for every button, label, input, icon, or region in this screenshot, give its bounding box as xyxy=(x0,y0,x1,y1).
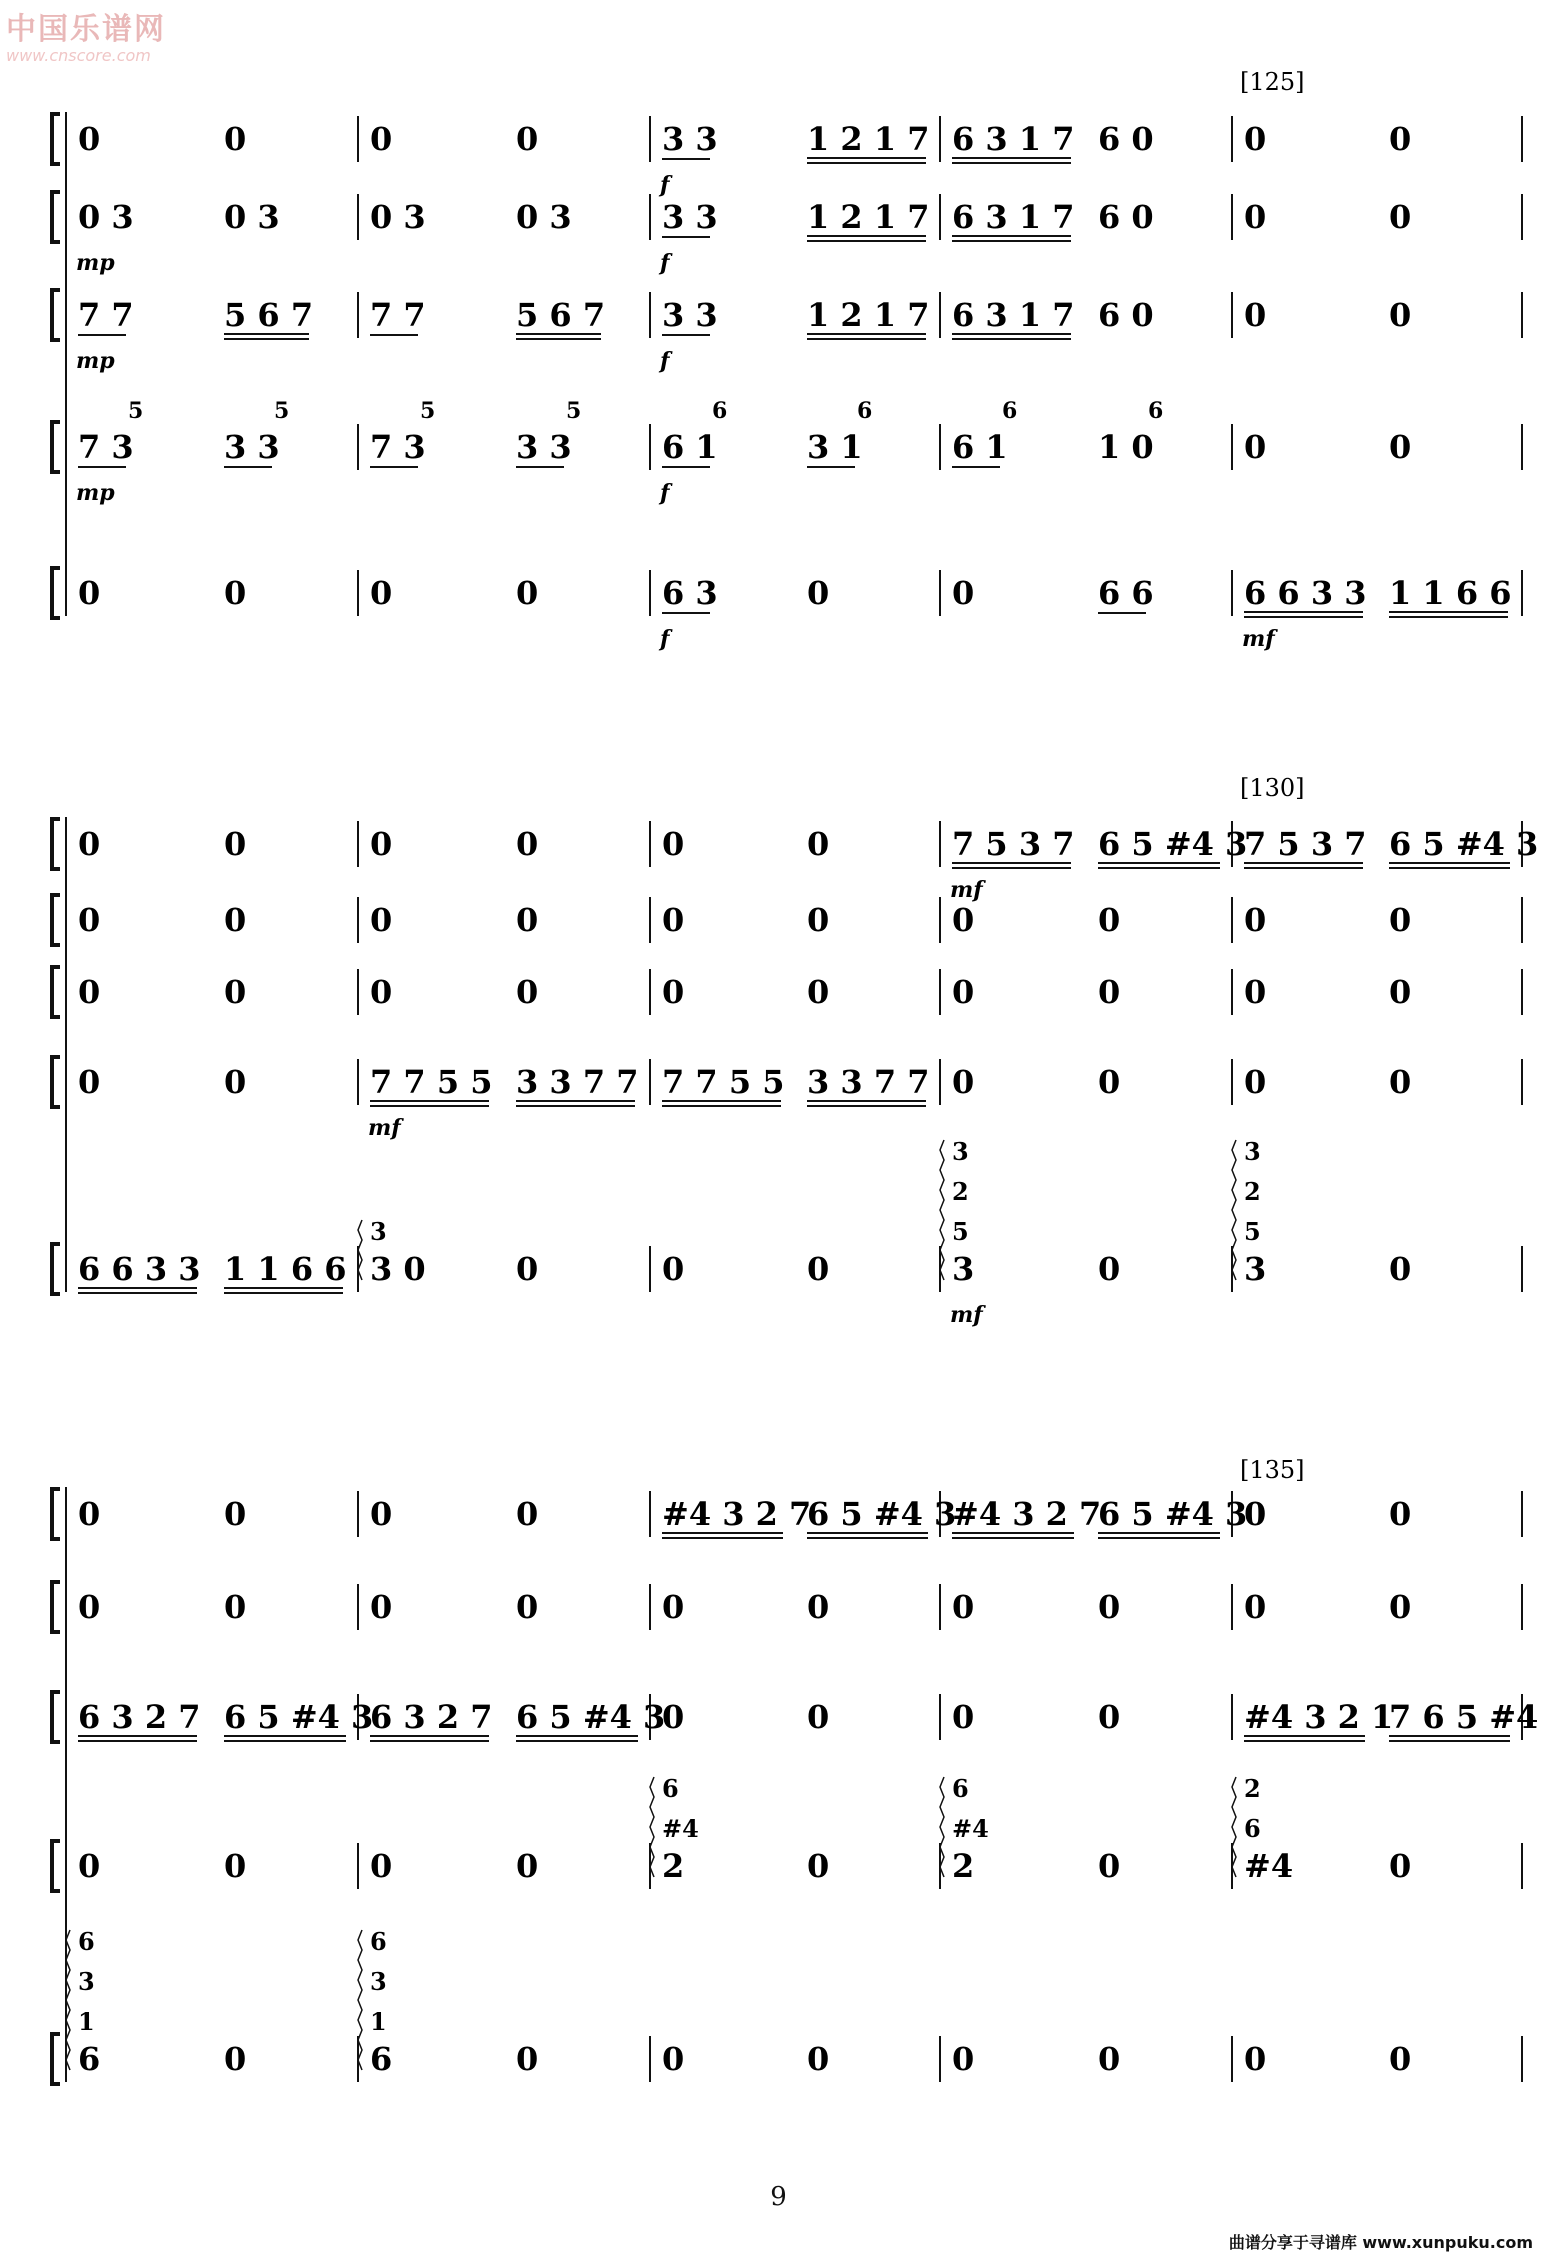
note-group: 0 3 xyxy=(224,198,280,236)
note-group: 7 6 5 #4 xyxy=(1389,1698,1539,1736)
note-group: 0 xyxy=(1098,1063,1121,1101)
note-group: 6 1 xyxy=(662,428,718,466)
note-group: 7 3 xyxy=(370,428,426,466)
staff-bracket xyxy=(52,422,60,472)
note-group: 0 xyxy=(662,1250,685,1288)
dynamic-mark: mf xyxy=(368,1115,401,1141)
note-group: 0 xyxy=(516,1250,539,1288)
note-group: 6 5 #4 3 xyxy=(1389,825,1539,863)
note-group: 5 6 7 xyxy=(224,296,314,334)
staff-bracket xyxy=(52,1057,60,1107)
staff-bracket xyxy=(52,290,60,340)
chord-note: 6 xyxy=(78,1927,95,1956)
watermark-url: www.cnscore.com xyxy=(6,46,151,65)
note-group: 1 0 xyxy=(1098,428,1154,466)
note-group: 0 xyxy=(1098,1588,1121,1626)
note-group: 0 xyxy=(1389,296,1412,334)
note-group: 3 3 7 7 xyxy=(516,1063,639,1101)
chord-note: 5 xyxy=(1244,1217,1261,1246)
staff-bracket xyxy=(52,1582,60,1632)
note-group: 0 xyxy=(370,1847,393,1885)
note-group: 6 0 xyxy=(1098,296,1154,334)
note-group: 6 0 xyxy=(1098,198,1154,236)
dynamic-mark: mp xyxy=(76,480,115,506)
staff-bracket xyxy=(52,2034,60,2084)
note-group: 0 xyxy=(516,901,539,939)
note-group: 6 xyxy=(78,2040,101,2078)
upper-note: 6 xyxy=(857,398,873,424)
note-group: 0 xyxy=(952,574,975,612)
note-group: 0 xyxy=(1389,973,1412,1011)
note-group: 0 xyxy=(1098,1250,1121,1288)
note-group: 3 3 7 7 xyxy=(807,1063,930,1101)
dynamic-mark: mf xyxy=(950,877,983,903)
dynamic-mark: mf xyxy=(1242,626,1275,652)
note-group: 1 1 6 6 xyxy=(224,1250,347,1288)
note-group: 0 xyxy=(662,825,685,863)
chord-note: 2 xyxy=(952,1177,969,1206)
note-group: 0 xyxy=(807,825,830,863)
note-group: 0 xyxy=(662,973,685,1011)
note-group: #4 xyxy=(1244,1847,1294,1885)
chord-note: 2 xyxy=(1244,1774,1261,1803)
note-group: 0 xyxy=(370,574,393,612)
note-group: 3 xyxy=(1244,1250,1267,1288)
note-group: 7 5 3 7 xyxy=(952,825,1075,863)
note-group: 0 xyxy=(807,1698,830,1736)
note-group: 6 5 #4 3 xyxy=(224,1698,374,1736)
measure-number: [125] xyxy=(1240,68,1305,96)
note-group: 0 xyxy=(370,973,393,1011)
dynamic-mark: f xyxy=(660,250,670,276)
note-group: 0 xyxy=(78,825,101,863)
note-group: 6 0 xyxy=(1098,120,1154,158)
note-group: 6 3 1 7 xyxy=(952,198,1075,236)
page-number: 9 xyxy=(770,2182,787,2212)
note-group: 0 xyxy=(1244,1063,1267,1101)
chord-note: 1 xyxy=(370,2007,387,2036)
staff-bracket xyxy=(52,1841,60,1891)
note-group: #4 3 2 7 xyxy=(952,1495,1102,1533)
note-group: 0 xyxy=(1244,1588,1267,1626)
note-group: 0 xyxy=(78,1063,101,1101)
note-group: 0 xyxy=(1244,428,1267,466)
upper-note: 6 xyxy=(1148,398,1164,424)
note-group: 3 3 xyxy=(662,198,718,236)
note-group: 2 xyxy=(952,1847,975,1885)
note-group: 3 0 xyxy=(370,1250,426,1288)
note-group: 0 xyxy=(370,901,393,939)
note-group: 0 xyxy=(224,1847,247,1885)
dynamic-mark: mp xyxy=(76,250,115,276)
note-group: 0 xyxy=(370,825,393,863)
note-group: 0 xyxy=(1098,1698,1121,1736)
upper-note: 5 xyxy=(274,398,290,424)
note-group: 0 xyxy=(1389,120,1412,158)
chord-note: 3 xyxy=(370,1217,387,1246)
note-group: 3 3 xyxy=(662,296,718,334)
staff-bracket xyxy=(52,1489,60,1539)
note-group: 1 2 1 7 xyxy=(807,198,930,236)
note-group: 0 xyxy=(952,901,975,939)
note-group: 0 xyxy=(1244,296,1267,334)
note-group: 0 xyxy=(1389,1063,1412,1101)
note-group: 7 7 5 5 xyxy=(662,1063,785,1101)
chord-note: 6 xyxy=(1244,1814,1261,1843)
watermark-site-name: 中国乐谱网 xyxy=(6,12,166,47)
note-group: 0 xyxy=(224,1495,247,1533)
chord-note: #4 xyxy=(952,1814,989,1843)
note-group: 0 xyxy=(516,2040,539,2078)
note-group: 0 3 xyxy=(78,198,134,236)
upper-note: 5 xyxy=(566,398,582,424)
note-group: 0 xyxy=(952,1588,975,1626)
note-group: 0 xyxy=(516,1588,539,1626)
note-group: 3 1 xyxy=(807,428,863,466)
note-group: 0 xyxy=(1244,120,1267,158)
staff-bracket xyxy=(52,1244,60,1294)
note-group: 0 xyxy=(224,1588,247,1626)
upper-note: 5 xyxy=(420,398,436,424)
note-group: 0 xyxy=(516,1495,539,1533)
chord-note: 6 xyxy=(952,1774,969,1803)
note-group: 3 3 xyxy=(516,428,572,466)
note-group: 0 xyxy=(1244,2040,1267,2078)
note-group: 0 xyxy=(807,574,830,612)
dynamic-mark: f xyxy=(660,172,670,198)
chord-note: 3 xyxy=(370,1967,387,1996)
note-group: 0 xyxy=(1389,1588,1412,1626)
note-group: 3 xyxy=(952,1250,975,1288)
note-group: #4 3 2 1 xyxy=(1244,1698,1394,1736)
note-group: 6 3 1 7 xyxy=(952,120,1075,158)
note-group: 2 xyxy=(662,1847,685,1885)
note-group: 0 xyxy=(1389,1250,1412,1288)
note-group: 0 xyxy=(807,1588,830,1626)
note-group: 0 xyxy=(78,1495,101,1533)
note-group: 0 xyxy=(224,825,247,863)
note-group: 0 xyxy=(1244,198,1267,236)
note-group: 0 xyxy=(662,901,685,939)
dynamic-mark: f xyxy=(660,626,670,652)
note-group: 6 6 xyxy=(1098,574,1154,612)
staff-bracket xyxy=(52,967,60,1017)
note-group: 6 xyxy=(370,2040,393,2078)
chord-note: 3 xyxy=(952,1137,969,1166)
note-group: 0 xyxy=(1098,973,1121,1011)
dynamic-mark: f xyxy=(660,348,670,374)
note-group: 3 3 xyxy=(224,428,280,466)
note-group: 0 xyxy=(516,825,539,863)
note-group: 0 xyxy=(807,901,830,939)
upper-note: 5 xyxy=(128,398,144,424)
note-group: 0 xyxy=(516,120,539,158)
note-group: 0 xyxy=(516,973,539,1011)
note-group: 0 xyxy=(1389,2040,1412,2078)
chord-note: #4 xyxy=(662,1814,699,1843)
note-group: 0 xyxy=(1389,428,1412,466)
note-group: 0 xyxy=(952,973,975,1011)
chord-note: 1 xyxy=(78,2007,95,2036)
note-group: 0 xyxy=(662,2040,685,2078)
note-group: 6 3 xyxy=(662,574,718,612)
note-group: 0 xyxy=(952,1698,975,1736)
measure-number: [130] xyxy=(1240,774,1305,802)
upper-note: 6 xyxy=(1002,398,1018,424)
dynamic-mark: f xyxy=(660,480,670,506)
note-group: 0 xyxy=(78,973,101,1011)
footer-credit: 曲谱分享于寻谱库 www.xunpuku.com xyxy=(1228,2233,1533,2252)
chord-note: 6 xyxy=(662,1774,679,1803)
note-group: 0 xyxy=(1389,901,1412,939)
note-group: 0 xyxy=(224,901,247,939)
note-group: 6 3 1 7 xyxy=(952,296,1075,334)
upper-note: 6 xyxy=(712,398,728,424)
note-group: 0 xyxy=(1244,901,1267,939)
staff-bracket xyxy=(52,568,60,618)
chord-note: 6 xyxy=(370,1927,387,1956)
note-group: 0 xyxy=(78,1847,101,1885)
note-group: 6 1 xyxy=(952,428,1008,466)
note-group: 7 7 xyxy=(78,296,134,334)
dynamic-mark: mf xyxy=(950,1302,983,1328)
note-group: 6 6 3 3 xyxy=(1244,574,1367,612)
note-group: 6 5 #4 3 xyxy=(1098,825,1248,863)
staff-bracket xyxy=(52,114,60,164)
note-group: 0 xyxy=(1244,1495,1267,1533)
chord-note: 5 xyxy=(952,1217,969,1246)
note-group: 1 2 1 7 xyxy=(807,120,930,158)
note-group: 7 7 xyxy=(370,296,426,334)
note-group: 0 xyxy=(1098,901,1121,939)
staff-bracket xyxy=(52,895,60,945)
note-group: 0 xyxy=(1389,1847,1412,1885)
chord-note: 2 xyxy=(1244,1177,1261,1206)
note-group: 0 xyxy=(662,1588,685,1626)
note-group: 0 xyxy=(224,2040,247,2078)
note-group: 6 5 #4 3 xyxy=(1098,1495,1248,1533)
note-group: 0 xyxy=(78,120,101,158)
note-group: 0 xyxy=(662,1698,685,1736)
note-group: #4 3 2 7 xyxy=(662,1495,812,1533)
note-group: 0 xyxy=(807,2040,830,2078)
note-group: 1 1 6 6 xyxy=(1389,574,1512,612)
note-group: 0 xyxy=(78,901,101,939)
measure-number: [135] xyxy=(1240,1456,1305,1484)
staff-bracket xyxy=(52,1692,60,1742)
chord-note: 3 xyxy=(1244,1137,1261,1166)
arpeggio-mark xyxy=(358,1220,362,1280)
note-group: 0 xyxy=(807,1250,830,1288)
note-group: 0 xyxy=(224,574,247,612)
chord-note: 3 xyxy=(78,1967,95,1996)
note-group: 0 xyxy=(516,1847,539,1885)
note-group: 0 xyxy=(370,120,393,158)
note-group: 7 3 xyxy=(78,428,134,466)
note-group: 6 6 3 3 xyxy=(78,1250,201,1288)
note-group: 0 xyxy=(807,973,830,1011)
note-group: 6 3 2 7 xyxy=(370,1698,493,1736)
note-group: 6 5 #4 3 xyxy=(807,1495,957,1533)
note-group: 1 2 1 7 xyxy=(807,296,930,334)
note-group: 3 3 xyxy=(662,120,718,158)
note-group: 0 xyxy=(78,574,101,612)
dynamic-mark: mp xyxy=(76,348,115,374)
note-group: 0 xyxy=(1389,198,1412,236)
note-group: 0 xyxy=(807,1847,830,1885)
note-group: 0 xyxy=(516,574,539,612)
note-group: 6 5 #4 3 xyxy=(516,1698,666,1736)
note-group: 0 xyxy=(224,120,247,158)
note-group: 0 xyxy=(224,973,247,1011)
note-group: 0 xyxy=(952,1063,975,1101)
note-group: 5 6 7 xyxy=(516,296,606,334)
note-group: 0 xyxy=(224,1063,247,1101)
note-group: 0 xyxy=(1098,2040,1121,2078)
note-group: 7 5 3 7 xyxy=(1244,825,1367,863)
note-group: 0 3 xyxy=(516,198,572,236)
note-group: 7 7 5 5 xyxy=(370,1063,493,1101)
staff-bracket xyxy=(52,819,60,869)
note-group: 0 xyxy=(370,1495,393,1533)
note-group: 0 3 xyxy=(370,198,426,236)
note-group: 0 xyxy=(370,1588,393,1626)
staff-bracket xyxy=(52,192,60,242)
note-group: 0 xyxy=(78,1588,101,1626)
note-group: 0 xyxy=(952,2040,975,2078)
note-group: 0 xyxy=(1389,1495,1412,1533)
note-group: 6 3 2 7 xyxy=(78,1698,201,1736)
note-group: 0 xyxy=(1244,973,1267,1011)
note-group: 0 xyxy=(1098,1847,1121,1885)
